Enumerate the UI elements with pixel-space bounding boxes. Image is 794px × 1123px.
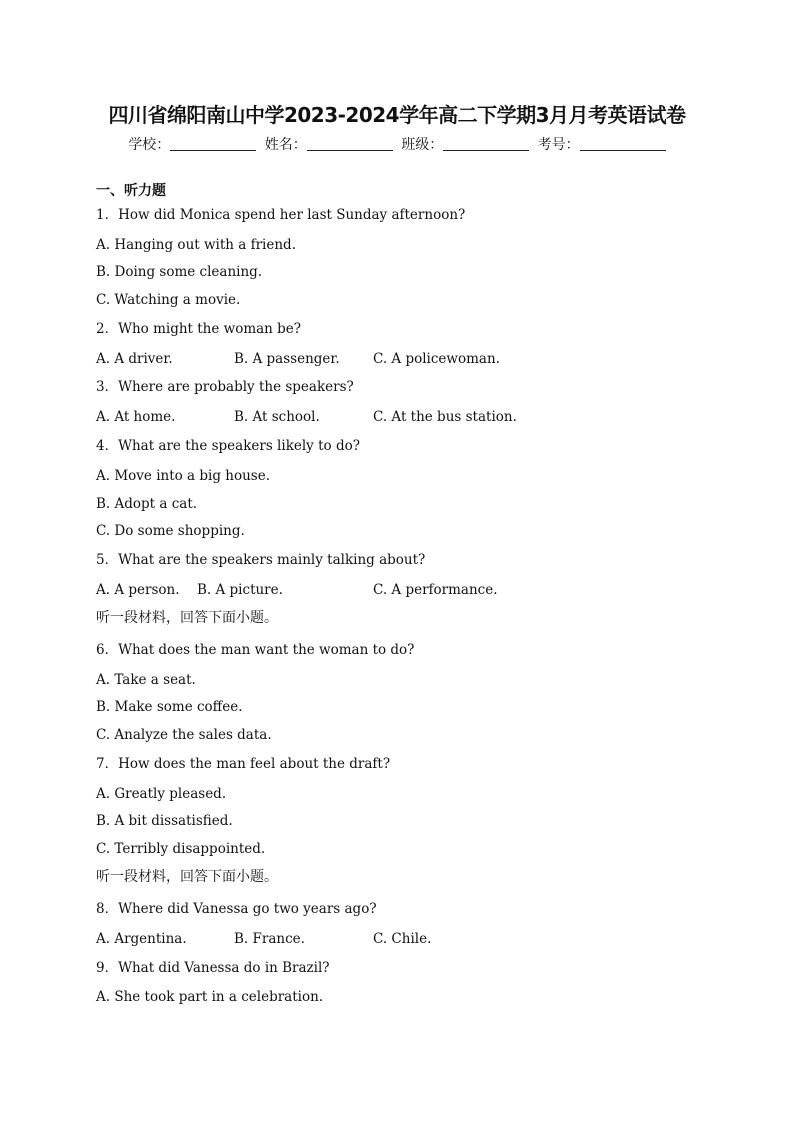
answer-option: A. Take a seat. <box>96 672 196 688</box>
answer-option: B. Adopt a cat. <box>96 496 198 512</box>
answer-option: A. Hanging out with a friend. <box>96 237 296 253</box>
question-stem: 7．How does the man feel about the draft? <box>96 756 391 772</box>
question-stem: 9．What did Vanessa do in Brazil? <box>96 960 330 976</box>
answer-option: C. Terribly disappointed. <box>96 841 266 857</box>
answer-option: A. She took part in a celebration. <box>96 989 324 1005</box>
question-stem: 8．Where did Vanessa go two years ago? <box>96 901 377 917</box>
listening-instruction: 听一段材料，回答下面小题。 <box>96 610 278 626</box>
answer-option: B. Make some coffee. <box>96 699 243 715</box>
answer-option: B. France. <box>234 931 305 947</box>
answer-option: C. At the bus station. <box>373 409 517 425</box>
answer-option: A. At home. <box>96 409 176 425</box>
answer-option: C. Do some shopping. <box>96 523 245 539</box>
answer-option: C. Watching a movie. <box>96 292 241 308</box>
class-blank <box>443 136 529 151</box>
answer-option: C. A policewoman. <box>373 351 500 367</box>
name-blank <box>307 136 393 151</box>
question-stem: 5．What are the speakers mainly talking about? <box>96 552 426 568</box>
exam-number-label: 考号： <box>537 137 580 153</box>
answer-option: C. Analyze the sales data. <box>96 727 272 743</box>
name-label: 姓名： <box>264 137 307 153</box>
answer-option: B. At school. <box>234 409 320 425</box>
answer-option: A. A person. <box>96 582 180 598</box>
question-stem: 3．Where are probably the speakers? <box>96 379 354 395</box>
section-heading: 一、听力题 <box>96 183 166 199</box>
answer-option: A. Greatly pleased. <box>96 786 227 802</box>
answer-option: A. A driver. <box>96 351 173 367</box>
question-stem: 4．What are the speakers likely to do? <box>96 438 360 454</box>
question-stem: 2．Who might the woman be? <box>96 321 302 337</box>
answer-option: B. A bit dissatisfied. <box>96 813 233 829</box>
page-title: 四川省绵阳南山中学2023-2024学年高二下学期3月月考英语试卷 <box>108 103 686 127</box>
answer-option: B. A picture. <box>197 582 283 598</box>
school-blank <box>170 136 256 151</box>
question-stem: 6．What does the man want the woman to do? <box>96 642 415 658</box>
answer-option: A. Argentina. <box>96 931 187 947</box>
listening-instruction: 听一段材料，回答下面小题。 <box>96 869 278 885</box>
exam-number-blank <box>580 136 666 151</box>
school-label: 学校： <box>128 137 171 153</box>
answer-option: C. Chile. <box>373 931 432 947</box>
answer-option: C. A performance. <box>373 582 498 598</box>
student-info-row <box>0 134 794 156</box>
class-label: 班级： <box>401 137 444 153</box>
answer-option: A. Move into a big house. <box>96 468 271 484</box>
answer-option: B. Doing some cleaning. <box>96 264 263 280</box>
question-stem: 1．How did Monica spend her last Sunday afternoon? <box>96 207 466 223</box>
answer-option: B. A passenger. <box>234 351 340 367</box>
